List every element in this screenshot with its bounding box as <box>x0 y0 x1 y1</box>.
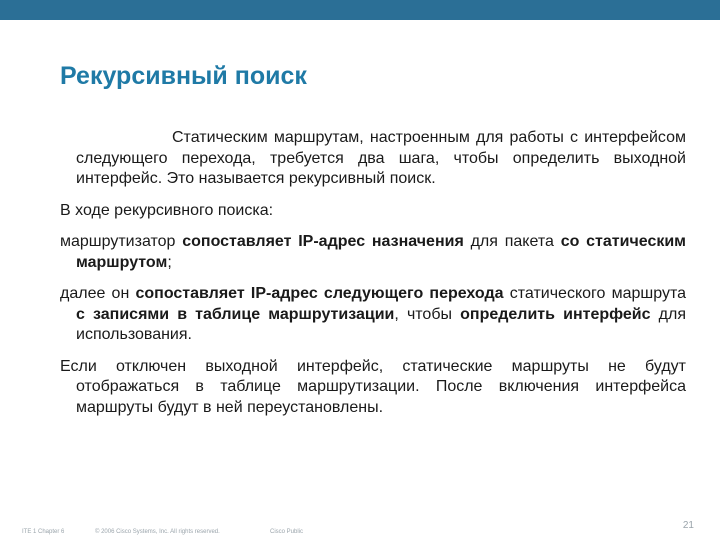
paragraph-interface-down: Если отключен выходной интерфейс, статические маршруты не будут отображаться в таблице маршрутизации. После включения интерфейса маршруты будут в ней переустановлены. <box>60 357 686 416</box>
step-two-text-b: статического маршрута <box>503 285 687 302</box>
step-two-text-d: для использования. <box>76 305 687 343</box>
slide-body <box>60 128 686 429</box>
step-two-bold-b: с записями в таблице маршрутизации <box>76 305 395 323</box>
top-banner-bar <box>0 0 720 20</box>
step-one-bold-a: сопоставляет IP-адрес назначения <box>182 233 464 250</box>
step-one-bold-b: со статическим маршрутом <box>76 233 687 271</box>
step-two-bold-c: определить интерфейс <box>460 305 651 323</box>
step-one-text-b: для пакета <box>463 233 561 250</box>
paragraph-step-one <box>60 232 686 273</box>
step-one-text-a: маршрутизатор <box>60 233 183 250</box>
step-two-bold-a: сопоставляет IP-адрес следующего перехода <box>135 285 504 302</box>
footer-course: ITE 1 Chapter 6 <box>22 529 65 535</box>
step-one-text-c: ; <box>167 253 172 271</box>
slide-footer <box>0 526 720 540</box>
paragraph-step-two <box>60 284 686 346</box>
paragraph-intro <box>60 128 686 190</box>
page-number: 21 <box>682 520 694 531</box>
footer-classification: Cisco Public <box>270 529 304 535</box>
paragraph-lookup-lead: В ходе рекурсивного поиска: <box>60 201 274 219</box>
paragraph-intro-text: Статическим маршрутам, настроенным для работы с интерфейсом следующего перехода, требуется два шага, чтобы определить выходной интерфейс. Это называется рекурсивный поиск. <box>76 129 686 187</box>
slide-title: Рекурсивный поиск <box>60 62 307 90</box>
step-two-text-c: , чтобы <box>394 305 461 323</box>
footer-copyright: © 2006 Cisco Systems, Inc. All rights reserved. <box>95 529 220 535</box>
step-two-text-a: далее он <box>60 285 136 302</box>
